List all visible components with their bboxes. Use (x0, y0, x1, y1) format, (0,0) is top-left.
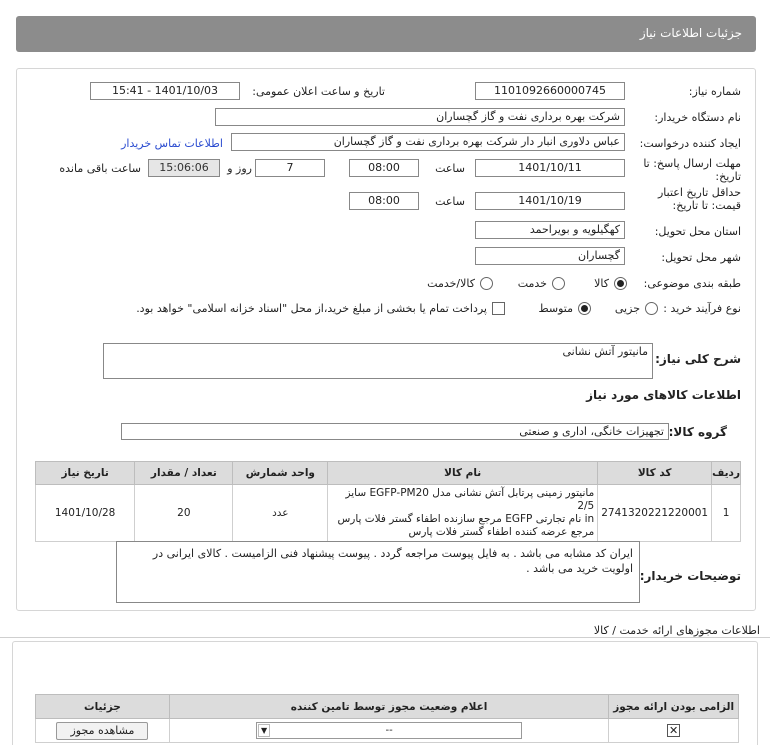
required-checkbox-icon: ✕ (669, 724, 679, 737)
province-label: استان محل تحویل: (654, 225, 741, 238)
table-row (36, 719, 739, 743)
category-service-radio[interactable] (552, 277, 565, 290)
cell-permit-status (169, 719, 608, 743)
days-label: روز و (227, 162, 252, 175)
province-field: کهگیلویه و بویراحمد (475, 221, 625, 239)
cell-name-line1: مانیتور زمینی پرتابل آتش نشانی مدل EGFP-PM20 سایز 2/5 (345, 487, 595, 512)
buyer-org-field: شرکت بهره برداری نفت و گاز گچساران (215, 108, 625, 126)
treasury-checkbox[interactable] (492, 302, 505, 315)
validity-label: حداقل تاریخ اعتبار (657, 186, 741, 199)
permits-table (35, 694, 739, 743)
col-permit-required: الزامی بودن ارائه مجوز (609, 695, 739, 719)
cell-date: 1401/10/28 (36, 485, 135, 542)
view-permit-button[interactable]: مشاهده مجوز (56, 722, 148, 740)
buyer-notes-label: توضیحات خریدار: (639, 569, 741, 583)
cell-row: 1 (712, 485, 741, 542)
validity-label-date: قیمت: تا تاریخ: (672, 199, 741, 212)
remaining-label: ساعت باقی مانده (59, 162, 141, 175)
cell-permit-details (36, 719, 170, 743)
goods-info-title: اطلاعات کالاهای مورد نیاز (586, 388, 741, 402)
announce-datetime-field: 1401/10/03 - 15:41 (90, 82, 240, 100)
process-partial-radio[interactable] (645, 302, 658, 315)
need-details-panel (16, 68, 756, 611)
col-name: نام کالا (328, 462, 598, 485)
remaining-time-field: 15:06:06 (148, 159, 220, 177)
city-field: گچساران (475, 247, 625, 265)
divider (0, 637, 770, 638)
summary-field: مانیتور آتش نشانی (103, 343, 653, 379)
permits-table-header (36, 695, 739, 719)
goods-table (35, 461, 741, 542)
page-title: جزئیات اطلاعات نیاز (639, 26, 742, 40)
permits-panel (12, 641, 758, 745)
col-unit: واحد شمارش (233, 462, 328, 485)
cell-unit: عدد (233, 485, 328, 542)
cell-qty: 20 (135, 485, 233, 542)
buyer-org-label: نام دستگاه خریدار: (654, 111, 741, 124)
category-service-label: خدمت (517, 277, 547, 290)
process-label: نوع فرآیند خرید : (663, 302, 741, 315)
col-date: تاریخ نیاز (36, 462, 135, 485)
deadline-date-field: 1401/10/11 (475, 159, 625, 177)
cell-name (328, 485, 598, 542)
col-row: ردیف (712, 462, 741, 485)
goods-group-label: گروه کالا: (668, 425, 727, 439)
col-permit-status: اعلام وضعیت مجوز توسط تامین کننده (169, 695, 608, 719)
deadline-label: مهلت ارسال پاسخ: تا (643, 157, 741, 170)
goods-group-field: تجهیزات خانگی، اداری و صنعتی (121, 423, 669, 440)
col-code: کد کالا (598, 462, 712, 485)
validity-date-field: 1401/10/19 (475, 192, 625, 210)
permits-title: اطلاعات مجوزهای ارائه خدمت / کالا (593, 624, 760, 637)
category-goods-service-radio[interactable] (480, 277, 493, 290)
validity-time-field: 08:00 (349, 192, 419, 210)
deadline-time-label: ساعت (435, 162, 465, 175)
days-field: 7 (255, 159, 325, 177)
cell-code: 2741320221220001 (598, 485, 712, 542)
process-partial-label: جزیی (614, 302, 640, 315)
summary-label: شرح کلی نیاز: (655, 352, 741, 366)
col-qty: تعداد / مقدار (135, 462, 233, 485)
cell-name-line2: in نام تجارتی EGFP مرجع سازنده اطفاء گستر فلات پارس (337, 513, 595, 525)
goods-table-header (36, 462, 741, 485)
requester-label: ایجاد کننده درخواست: (639, 137, 741, 150)
deadline-time-field: 08:00 (349, 159, 419, 177)
col-permit-details: جزئیات (36, 695, 170, 719)
treasury-note: پرداخت تمام یا بخشی از مبلغ خرید،از محل "اسناد خزانه اسلامی" خواهد بود. (136, 302, 487, 315)
deadline-label-date: تاریخ: (715, 170, 741, 183)
need-number-field: 1101092660000745 (475, 82, 625, 100)
chevron-down-icon: ▼ (258, 724, 270, 737)
city-label: شهر محل تحویل: (661, 251, 741, 264)
process-medium-label: متوسط (538, 302, 573, 315)
need-number-label: شماره نیاز: (688, 85, 741, 98)
requester-field: عباس دلاوری انبار دار شرکت بهره برداری نفت و گاز گچساران (231, 133, 625, 151)
process-medium-radio[interactable] (578, 302, 591, 315)
category-label: طبقه بندی موضوعی: (643, 277, 741, 290)
cell-name-line3: مرجع عرضه کننده اطفاء گستر فلات پارس (408, 526, 595, 538)
announce-label: تاریخ و ساعت اعلان عمومی: (252, 85, 385, 98)
category-goods-service-label: کالا/خدمت (427, 277, 475, 290)
page-header (16, 16, 756, 52)
permit-status-select[interactable] (256, 722, 522, 739)
buyer-notes-field: ایران کد مشابه می باشد . به فایل پیوست مراجعه گردد . پیوست پیشنهاد فنی الزامیست . کالای ایرانی در اولویت خرید می باشد . (116, 541, 640, 603)
validity-time-label: ساعت (435, 195, 465, 208)
permit-status-value: -- (385, 725, 393, 736)
buyer-contact-link[interactable]: اطلاعات تماس خریدار (121, 137, 223, 150)
table-row (36, 485, 741, 542)
cell-permit-required (609, 719, 739, 743)
category-goods-radio[interactable] (614, 277, 627, 290)
category-goods-label: کالا (594, 277, 609, 290)
